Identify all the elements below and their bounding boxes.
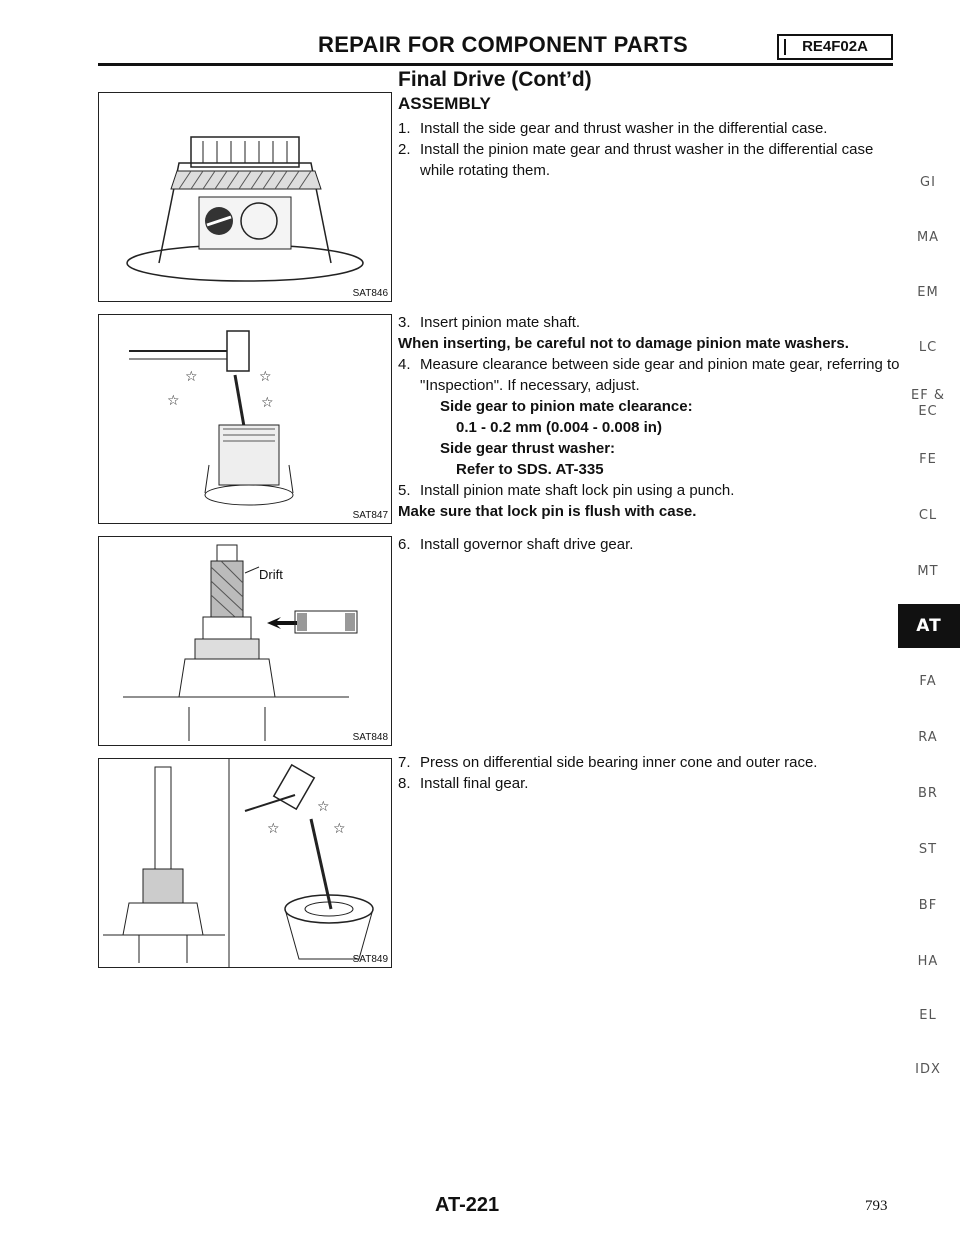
drift-label: Drift <box>259 567 283 582</box>
step-7: 7. Press on differential side bearing inner cone and outer race. <box>398 754 818 771</box>
side-tab-fa[interactable]: FA <box>919 674 937 689</box>
spec-value-thrust-washer: Refer to SDS. AT-335 <box>456 461 604 478</box>
step-2: 2. Install the pinion mate gear and thrust washer in the differential case while rotating them. <box>398 141 874 179</box>
model-code-badge: RE4F02A <box>777 34 893 60</box>
side-tab-ma[interactable]: MA <box>916 230 940 245</box>
side-tab-idx[interactable]: IDX <box>915 1062 941 1077</box>
side-tab-mt[interactable]: MT <box>917 564 939 579</box>
figure-code: SAT849 <box>352 954 388 965</box>
figure-sat847 <box>98 314 392 524</box>
side-tab-em[interactable]: EM <box>917 285 939 300</box>
assembly-subheading: ASSEMBLY <box>398 94 491 113</box>
step-8: 8. Install final gear. <box>398 775 529 792</box>
page-header-title: REPAIR FOR COMPONENT PARTS <box>318 32 688 57</box>
caution-note-1: When inserting, be careful not to damage pinion mate washers. <box>398 335 849 352</box>
step-5: 5. Install pinion mate shaft lock pin using a punch. <box>398 482 735 499</box>
figure-code: SAT847 <box>352 510 388 521</box>
side-tab-ef-ec[interactable]: EF & EC <box>911 388 945 419</box>
svg-text:☆: ☆ <box>317 799 330 815</box>
figure-code: SAT848 <box>352 732 388 743</box>
side-tab-st[interactable]: ST <box>918 842 938 857</box>
steps-group-1 <box>398 118 903 181</box>
side-tab-bf[interactable]: BF <box>918 898 938 913</box>
steps-group-3 <box>398 534 903 555</box>
spec-label-clearance: Side gear to pinion mate clearance: <box>440 398 693 415</box>
svg-text:☆: ☆ <box>259 369 272 385</box>
page-identifier: AT-221 <box>435 1194 500 1216</box>
svg-text:☆: ☆ <box>333 821 346 837</box>
svg-text:☆: ☆ <box>261 395 274 411</box>
side-tab-cl[interactable]: CL <box>918 508 938 523</box>
hammer-punch-illustration <box>99 315 391 523</box>
header-rule <box>98 63 893 66</box>
drift-press-illustration <box>99 537 391 745</box>
bearing-press-illustration <box>99 759 391 967</box>
step-3: 3. Insert pinion mate shaft. <box>398 314 581 331</box>
page-number: 793 <box>865 1198 888 1214</box>
side-tab-el[interactable]: EL <box>919 1008 937 1023</box>
side-tab-fe[interactable]: FE <box>919 452 937 467</box>
steps-group-2 <box>398 312 903 522</box>
differential-case-illustration <box>99 93 391 301</box>
section-title: Final Drive (Cont’d) <box>398 68 592 91</box>
svg-text:☆: ☆ <box>167 393 180 409</box>
side-tab-br[interactable]: BR <box>918 786 938 801</box>
step-4: 4. Measure clearance between side gear and pinion mate gear, referring to "Inspection". If necessary, adjust. <box>398 356 900 394</box>
side-tab-ha[interactable]: HA <box>917 954 939 969</box>
side-tab-ra[interactable]: RA <box>918 730 938 745</box>
steps-group-4 <box>398 752 903 794</box>
svg-text:☆: ☆ <box>185 369 198 385</box>
spec-value-clearance: 0.1 - 0.2 mm (0.004 - 0.008 in) <box>456 419 662 436</box>
figure-sat846 <box>98 92 392 302</box>
figure-sat848 <box>98 536 392 746</box>
step-1: 1. Install the side gear and thrust washer in the differential case. <box>398 120 828 137</box>
figure-sat849 <box>98 758 392 968</box>
side-tab-at[interactable]: AT <box>898 604 960 648</box>
side-tab-gi[interactable]: GI <box>920 175 936 190</box>
side-tab-lc[interactable]: LC <box>918 340 938 355</box>
step-6: 6. Install governor shaft drive gear. <box>398 536 634 553</box>
svg-text:☆: ☆ <box>267 821 280 837</box>
spec-label-thrust-washer: Side gear thrust washer: <box>440 440 616 457</box>
caution-note-2: Make sure that lock pin is flush with case. <box>398 503 697 520</box>
figure-code: SAT846 <box>352 288 388 299</box>
